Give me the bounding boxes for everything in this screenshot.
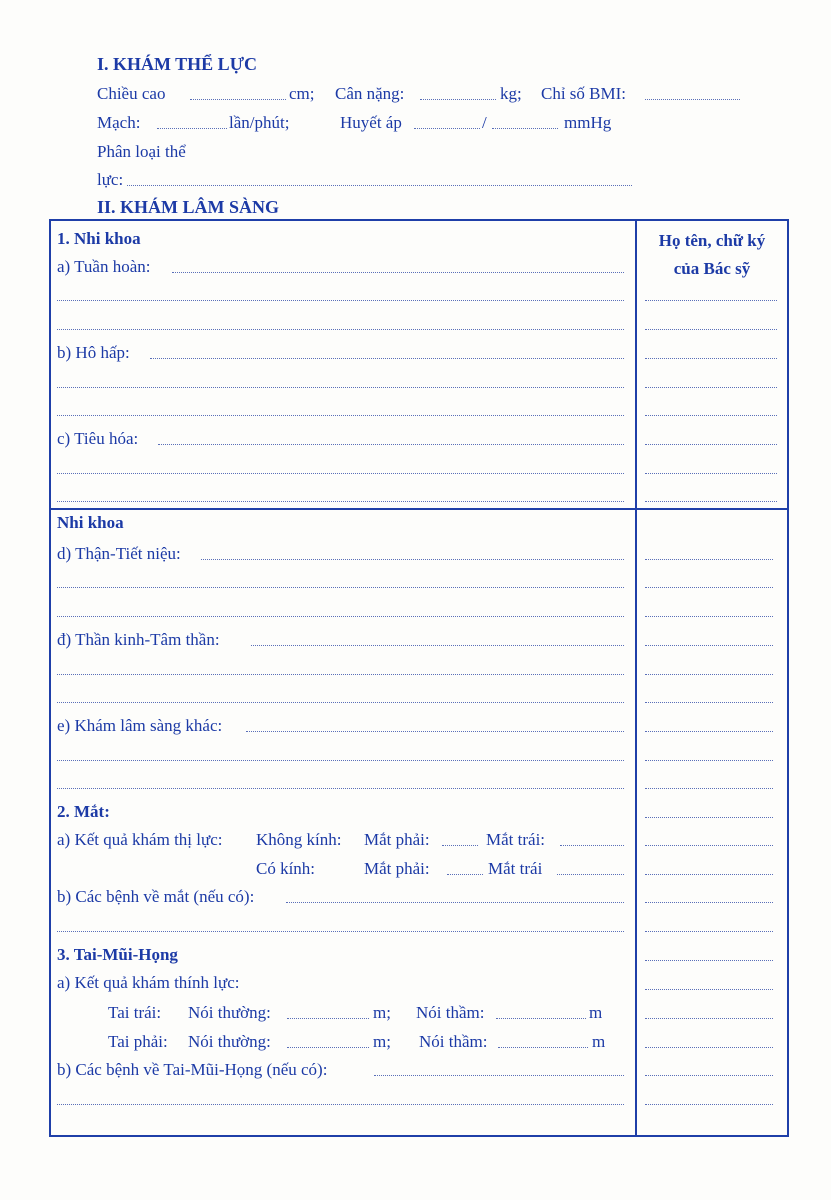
weight-label: Cân nặng: [335,84,405,103]
left-ear-whisper-field[interactable] [496,1018,586,1019]
respiratory-line-2[interactable] [57,387,624,388]
digestive-label: c) Tiêu hóa: [57,429,139,448]
left-ear-label: Tai trái: [108,1003,162,1022]
circulation-line-2[interactable] [57,300,624,301]
unit-m: m; [373,1003,391,1022]
pulse-field[interactable] [157,128,227,129]
eye-diseases-field[interactable] [286,902,624,903]
signature-line[interactable] [645,444,777,445]
right-eye-label: Mắt phải: [364,859,430,878]
signature-line[interactable] [645,473,777,474]
signature-header-line2: của Bác sỹ [673,259,751,278]
digestive-line-3[interactable] [57,501,624,502]
respiratory-line-3[interactable] [57,415,624,416]
clinical-exam-table [49,219,789,1137]
urology-field[interactable] [201,559,624,560]
signature-line[interactable] [645,559,773,560]
eye-diseases-label: b) Các bệnh về mắt (nếu có): [57,887,255,906]
signature-line[interactable] [645,415,777,416]
urology-line-3[interactable] [57,616,624,617]
urology-line-2[interactable] [57,587,624,588]
with-glasses-right-eye-field[interactable] [447,874,483,875]
vision-label: a) Kết quả khám thị lực: [57,830,223,849]
height-field[interactable] [190,99,286,100]
signature-line[interactable] [645,989,773,990]
signature-line[interactable] [645,387,777,388]
circulation-field[interactable] [172,272,624,273]
ent-diseases-line-2[interactable] [57,1104,624,1105]
signature-line[interactable] [645,300,777,301]
signature-line[interactable] [645,731,773,732]
right-eye-label: Mắt phải: [364,830,430,849]
bp-systolic-field[interactable] [414,128,480,129]
respiratory-field[interactable] [150,358,624,359]
no-glasses-right-eye-field[interactable] [442,845,478,846]
neuro-label: đ) Thần kinh-Tâm thần: [57,630,220,649]
circulation-line-3[interactable] [57,329,624,330]
left-eye-label: Mắt trái [488,859,543,878]
unit-m: m [589,1003,603,1022]
pulse-label: Mạch: [97,113,141,132]
other-exam-label: e) Khám lâm sàng khác: [57,716,223,735]
section-2-title: II. KHÁM LÂM SÀNG [97,197,280,217]
signature-line[interactable] [645,1075,773,1076]
signature-line[interactable] [645,788,773,789]
other-exam-field[interactable] [246,731,624,732]
pulse-unit: lần/phút; [229,113,290,132]
ent-diseases-field[interactable] [374,1075,624,1076]
ent-title: 3. Tai-Mũi-Họng [57,945,178,964]
with-glasses-left-eye-field[interactable] [557,874,624,875]
pediatrics-title-2: Nhi khoa [57,513,124,532]
signature-line[interactable] [645,587,773,588]
left-ear-normal-field[interactable] [287,1018,369,1019]
whisper-label: Nói thầm: [416,1003,485,1022]
neuro-line-3[interactable] [57,702,624,703]
right-ear-label: Tai phải: [108,1032,168,1051]
signature-line[interactable] [645,616,773,617]
signature-line[interactable] [645,874,773,875]
signature-line[interactable] [645,1104,773,1105]
pediatrics-title: 1. Nhi khoa [57,229,141,248]
left-eye-label: Mắt trái: [486,830,546,849]
classification-label: Phân loại thể [97,142,186,161]
bp-label: Huyết áp [340,113,402,132]
signature-line[interactable] [645,674,773,675]
signature-line[interactable] [645,1018,773,1019]
bp-diastolic-field[interactable] [492,128,558,129]
normal-voice-label: Nói thường: [188,1003,271,1022]
eye-diseases-line-2[interactable] [57,931,624,932]
circulation-label: a) Tuần hoàn: [57,257,151,276]
with-glasses-label: Có kính: [256,859,316,878]
ent-diseases-label: b) Các bệnh về Tai-Mũi-Họng (nếu có): [57,1060,328,1079]
classification-label-cont: lực: [97,170,124,189]
unit-m: m [592,1032,606,1051]
signature-line[interactable] [645,645,773,646]
other-exam-line-3[interactable] [57,788,624,789]
signature-line[interactable] [645,845,773,846]
signature-line[interactable] [645,501,777,502]
signature-line[interactable] [645,817,773,818]
signature-line[interactable] [645,358,777,359]
unit-m: m; [373,1032,391,1051]
respiratory-label: b) Hô hấp: [57,343,130,362]
signature-line[interactable] [645,329,777,330]
hearing-label: a) Kết quả khám thính lực: [57,973,240,992]
signature-header-line1: Họ tên, chữ ký [658,231,766,250]
classification-field[interactable] [127,185,632,186]
eyes-title: 2. Mắt: [57,802,110,821]
section-1-title: I. KHÁM THỂ LỰC [97,54,258,74]
weight-field[interactable] [420,99,496,100]
right-ear-normal-field[interactable] [287,1047,369,1048]
no-glasses-left-eye-field[interactable] [560,845,624,846]
signature-line[interactable] [645,960,773,961]
bp-unit: mmHg [564,113,612,132]
no-glasses-label: Không kính: [256,830,342,849]
signature-line[interactable] [645,1047,773,1048]
bp-separator: / [482,113,487,132]
bmi-field[interactable] [645,99,740,100]
signature-line[interactable] [645,760,773,761]
whisper-label: Nói thầm: [419,1032,488,1051]
signature-line[interactable] [645,702,773,703]
height-label: Chiều cao [97,84,166,103]
signature-line[interactable] [645,931,773,932]
height-unit: cm; [289,84,315,103]
neuro-field[interactable] [251,645,624,646]
signature-line[interactable] [645,902,773,903]
column-divider [635,219,637,1137]
urology-label: d) Thận-Tiết niệu: [57,544,181,563]
digestive-line-2[interactable] [57,473,624,474]
normal-voice-label: Nói thường: [188,1032,271,1051]
other-exam-line-2[interactable] [57,760,624,761]
neuro-line-2[interactable] [57,674,624,675]
bmi-label: Chỉ số BMI: [541,84,627,103]
weight-unit: kg; [500,84,522,103]
row-divider [49,508,789,510]
digestive-field[interactable] [158,444,624,445]
right-ear-whisper-field[interactable] [498,1047,588,1048]
